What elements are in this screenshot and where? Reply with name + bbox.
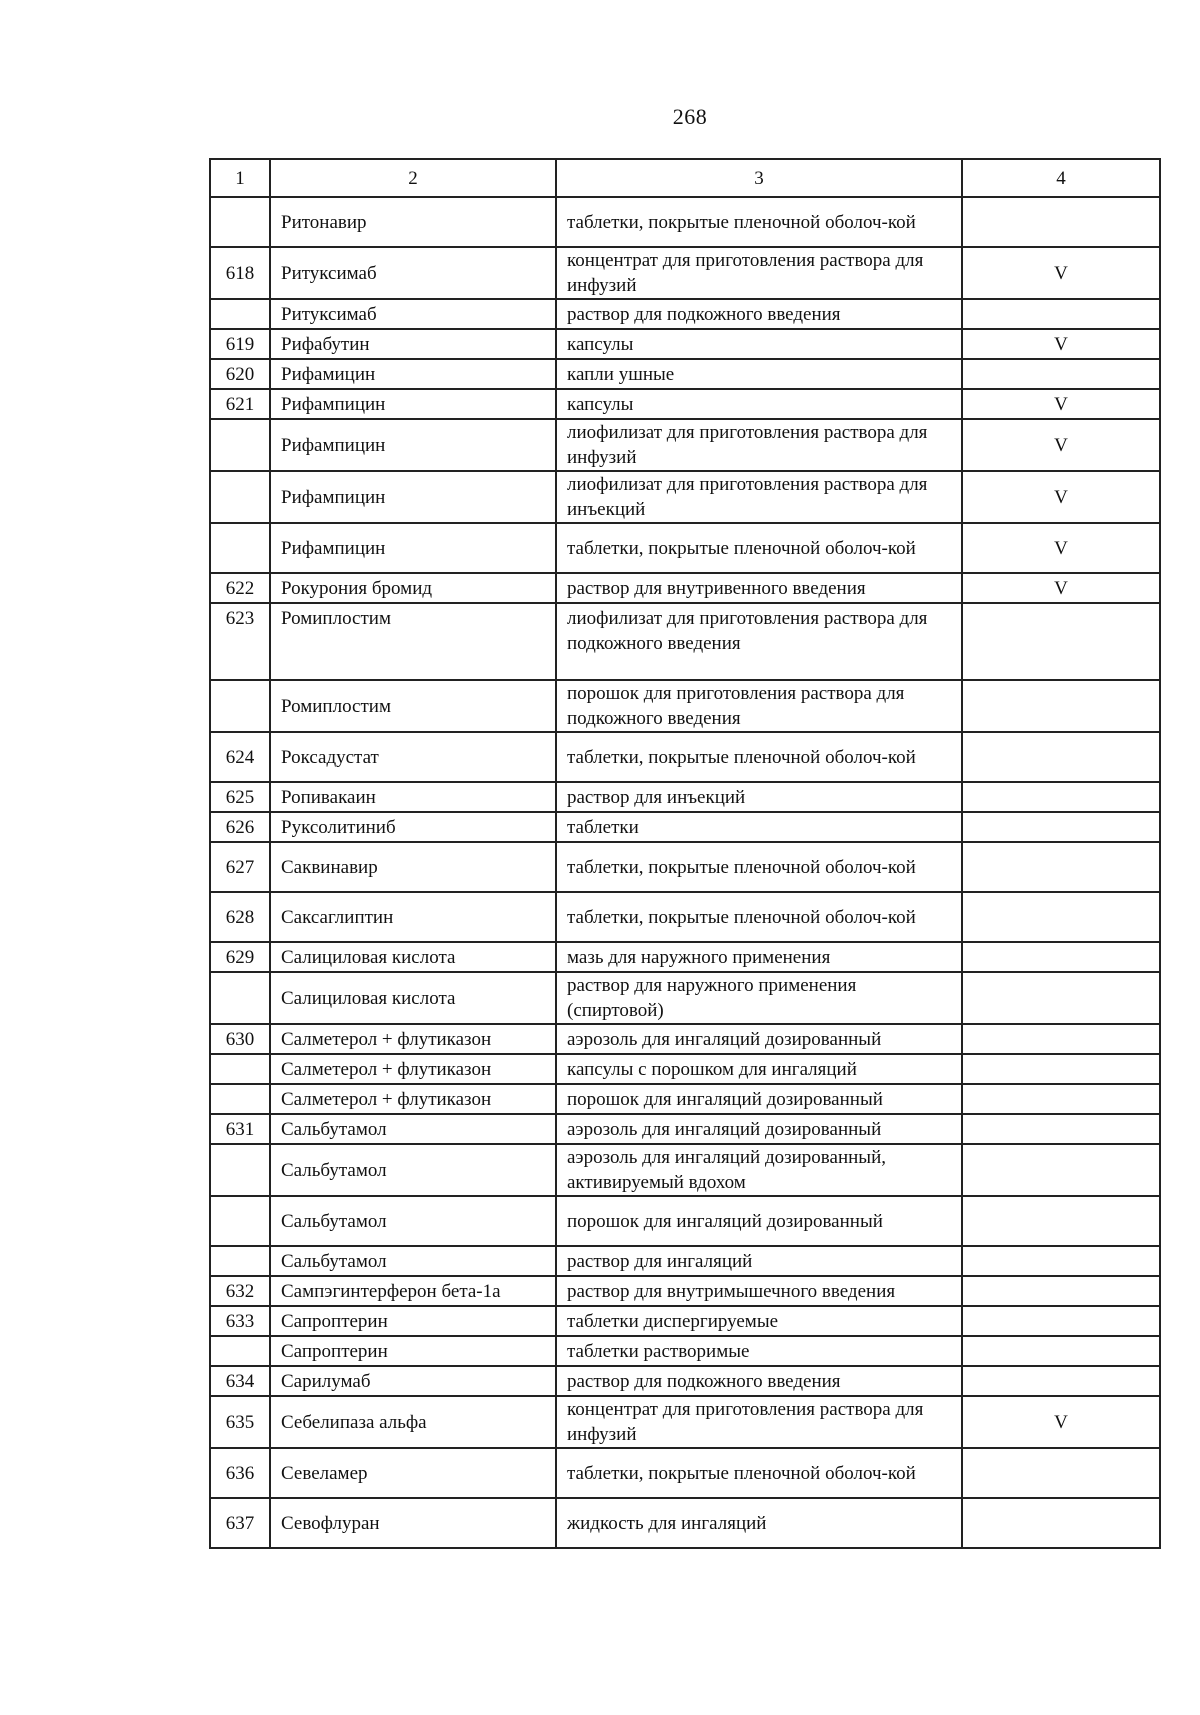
row-number-cell: 632 (210, 1276, 270, 1306)
row-number-cell: 625 (210, 782, 270, 812)
row-number-cell: 636 (210, 1448, 270, 1498)
dosage-form-cell: таблетки, покрытые пленочной оболоч-кой (556, 523, 962, 573)
table-row (210, 942, 1160, 972)
dosage-form-cell: капсулы (556, 329, 962, 359)
row-number-cell (210, 1196, 270, 1246)
drug-name-cell: Саквинавир (270, 842, 556, 892)
table-row (210, 523, 1160, 573)
row-number-cell: 620 (210, 359, 270, 389)
table-row (210, 1396, 1160, 1448)
mark-cell (962, 972, 1160, 1024)
table-row (210, 892, 1160, 942)
dosage-form-cell: таблетки, покрытые пленочной оболоч-кой (556, 842, 962, 892)
table-row (210, 782, 1160, 812)
row-number-cell: 622 (210, 573, 270, 603)
table-row (210, 1276, 1160, 1306)
dosage-form-cell: порошок для приготовления раствора для подкожного введения (556, 680, 962, 732)
drug-name-cell: Ритуксимаб (270, 299, 556, 329)
drug-name-cell: Ритонавир (270, 197, 556, 247)
mark-cell (962, 1448, 1160, 1498)
table-body (210, 197, 1160, 1548)
mark-cell: V (962, 389, 1160, 419)
mark-cell (962, 603, 1160, 680)
drug-name-cell: Рифампицин (270, 389, 556, 419)
dosage-form-cell: аэрозоль для ингаляций дозированный, активируемый вдохом (556, 1144, 962, 1196)
column-header-2: 2 (270, 159, 556, 197)
mark-cell: V (962, 247, 1160, 299)
row-number-cell (210, 419, 270, 471)
dosage-form-cell: лиофилизат для приготовления раствора для подкожного введения (556, 603, 962, 680)
drug-name-cell: Рокурония бромид (270, 573, 556, 603)
row-number-cell: 618 (210, 247, 270, 299)
row-number-cell (210, 1336, 270, 1366)
drug-name-cell: Ритуксимаб (270, 247, 556, 299)
dosage-form-cell: капли ушные (556, 359, 962, 389)
table-row (210, 1306, 1160, 1336)
drug-name-cell: Салметерол + флутиказон (270, 1024, 556, 1054)
column-header-4: 4 (962, 159, 1160, 197)
table-row (210, 1246, 1160, 1276)
table-row (210, 1196, 1160, 1246)
dosage-form-cell: концентрат для приготовления раствора для инфузий (556, 1396, 962, 1448)
drug-name-cell: Сампэгинтерферон бета-1а (270, 1276, 556, 1306)
mark-cell (962, 1144, 1160, 1196)
row-number-cell: 634 (210, 1366, 270, 1396)
mark-cell (962, 1084, 1160, 1114)
mark-cell (962, 197, 1160, 247)
table-row (210, 842, 1160, 892)
dosage-form-cell: таблетки (556, 812, 962, 842)
drug-name-cell: Роксадустат (270, 732, 556, 782)
dosage-form-cell: таблетки диспергируемые (556, 1306, 962, 1336)
mark-cell (962, 1336, 1160, 1366)
drug-name-cell: Рифамицин (270, 359, 556, 389)
table-row (210, 1114, 1160, 1144)
row-number-cell (210, 972, 270, 1024)
drug-name-cell: Себелипаза альфа (270, 1396, 556, 1448)
dosage-form-cell: аэрозоль для ингаляций дозированный (556, 1114, 962, 1144)
mark-cell (962, 892, 1160, 942)
drug-name-cell: Ромиплостим (270, 680, 556, 732)
column-header-1: 1 (210, 159, 270, 197)
row-number-cell (210, 299, 270, 329)
drug-name-cell: Ромиплостим (270, 603, 556, 680)
dosage-form-cell: раствор для внутривенного введения (556, 573, 962, 603)
mark-cell (962, 1196, 1160, 1246)
table-header (210, 159, 1160, 197)
table-row (210, 329, 1160, 359)
mark-cell (962, 1366, 1160, 1396)
mark-cell (962, 1276, 1160, 1306)
mark-cell (962, 1246, 1160, 1276)
mark-cell (962, 299, 1160, 329)
drug-name-cell: Сапроптерин (270, 1306, 556, 1336)
dosage-form-cell: порошок для ингаляций дозированный (556, 1084, 962, 1114)
mark-cell: V (962, 1396, 1160, 1448)
mark-cell (962, 680, 1160, 732)
table-row (210, 1448, 1160, 1498)
dosage-form-cell: таблетки, покрытые пленочной оболоч-кой (556, 1448, 962, 1498)
drug-name-cell: Сарилумаб (270, 1366, 556, 1396)
mark-cell (962, 1054, 1160, 1084)
dosage-form-cell: жидкость для ингаляций (556, 1498, 962, 1548)
table-row (210, 471, 1160, 523)
drug-table (209, 158, 1161, 1549)
mark-cell (962, 1024, 1160, 1054)
drug-name-cell: Сальбутамол (270, 1114, 556, 1144)
table-row (210, 359, 1160, 389)
row-number-cell: 633 (210, 1306, 270, 1336)
dosage-form-cell: таблетки, покрытые пленочной оболоч-кой (556, 732, 962, 782)
row-number-cell (210, 680, 270, 732)
row-number-cell: 628 (210, 892, 270, 942)
row-number-cell (210, 197, 270, 247)
dosage-form-cell: аэрозоль для ингаляций дозированный (556, 1024, 962, 1054)
dosage-form-cell: раствор для инъекций (556, 782, 962, 812)
row-number-cell (210, 1144, 270, 1196)
dosage-form-cell: раствор для подкожного введения (556, 299, 962, 329)
table-row (210, 732, 1160, 782)
row-number-cell: 630 (210, 1024, 270, 1054)
drug-name-cell: Сальбутамол (270, 1246, 556, 1276)
drug-name-cell: Севеламер (270, 1448, 556, 1498)
drug-name-cell: Салметерол + флутиказон (270, 1054, 556, 1084)
drug-name-cell: Салициловая кислота (270, 972, 556, 1024)
drug-name-cell: Рифампицин (270, 471, 556, 523)
mark-cell (962, 1306, 1160, 1336)
drug-name-cell: Рифампицин (270, 419, 556, 471)
row-number-cell: 621 (210, 389, 270, 419)
table-row (210, 1024, 1160, 1054)
table-row (210, 197, 1160, 247)
row-number-cell (210, 523, 270, 573)
row-number-cell (210, 471, 270, 523)
mark-cell (962, 812, 1160, 842)
dosage-form-cell: лиофилизат для приготовления раствора для инфузий (556, 419, 962, 471)
mark-cell: V (962, 329, 1160, 359)
drug-name-cell: Рифабутин (270, 329, 556, 359)
dosage-form-cell: раствор для внутримышечного введения (556, 1276, 962, 1306)
drug-name-cell: Севофлуран (270, 1498, 556, 1548)
table-row (210, 247, 1160, 299)
column-header-3: 3 (556, 159, 962, 197)
table-row (210, 1498, 1160, 1548)
table-row (210, 1366, 1160, 1396)
dosage-form-cell: лиофилизат для приготовления раствора для инъекций (556, 471, 962, 523)
row-number-cell: 623 (210, 603, 270, 680)
row-number-cell: 627 (210, 842, 270, 892)
drug-name-cell: Рифампицин (270, 523, 556, 573)
table-row (210, 1054, 1160, 1084)
row-number-cell: 629 (210, 942, 270, 972)
dosage-form-cell: таблетки, покрытые пленочной оболоч-кой (556, 892, 962, 942)
mark-cell: V (962, 523, 1160, 573)
dosage-form-cell: концентрат для приготовления раствора для инфузий (556, 247, 962, 299)
dosage-form-cell: капсулы (556, 389, 962, 419)
dosage-form-cell: порошок для ингаляций дозированный (556, 1196, 962, 1246)
row-number-cell: 635 (210, 1396, 270, 1448)
table-row (210, 1336, 1160, 1366)
page-number: 268 (672, 104, 708, 129)
dosage-form-cell: раствор для наружного применения (спиртовой) (556, 972, 962, 1024)
row-number-cell (210, 1054, 270, 1084)
table-row (210, 299, 1160, 329)
drug-name-cell: Сапроптерин (270, 1336, 556, 1366)
dosage-form-cell: таблетки растворимые (556, 1336, 962, 1366)
table-row (210, 603, 1160, 680)
row-number-cell (210, 1084, 270, 1114)
mark-cell: V (962, 419, 1160, 471)
row-number-cell: 624 (210, 732, 270, 782)
row-number-cell: 637 (210, 1498, 270, 1548)
mark-cell (962, 1498, 1160, 1548)
drug-name-cell: Сальбутамол (270, 1196, 556, 1246)
table-row (210, 389, 1160, 419)
row-number-cell: 631 (210, 1114, 270, 1144)
table-row (210, 680, 1160, 732)
table-row (210, 972, 1160, 1024)
dosage-form-cell: таблетки, покрытые пленочной оболоч-кой (556, 197, 962, 247)
drug-table-container (209, 158, 1159, 1549)
dosage-form-cell: капсулы с порошком для ингаляций (556, 1054, 962, 1084)
mark-cell (962, 1114, 1160, 1144)
header-row (210, 159, 1160, 197)
table-row (210, 1084, 1160, 1114)
dosage-form-cell: раствор для подкожного введения (556, 1366, 962, 1396)
mark-cell (962, 842, 1160, 892)
drug-name-cell: Сальбутамол (270, 1144, 556, 1196)
mark-cell: V (962, 573, 1160, 603)
mark-cell: V (962, 471, 1160, 523)
row-number-cell: 619 (210, 329, 270, 359)
table-row (210, 812, 1160, 842)
mark-cell (962, 359, 1160, 389)
dosage-form-cell: раствор для ингаляций (556, 1246, 962, 1276)
mark-cell (962, 942, 1160, 972)
drug-name-cell: Ропивакаин (270, 782, 556, 812)
row-number-cell: 626 (210, 812, 270, 842)
row-number-cell (210, 1246, 270, 1276)
mark-cell (962, 782, 1160, 812)
drug-name-cell: Салициловая кислота (270, 942, 556, 972)
table-row (210, 419, 1160, 471)
drug-name-cell: Салметерол + флутиказон (270, 1084, 556, 1114)
drug-name-cell: Саксаглиптин (270, 892, 556, 942)
dosage-form-cell: мазь для наружного применения (556, 942, 962, 972)
mark-cell (962, 732, 1160, 782)
table-row (210, 1144, 1160, 1196)
table-row (210, 573, 1160, 603)
drug-name-cell: Руксолитиниб (270, 812, 556, 842)
